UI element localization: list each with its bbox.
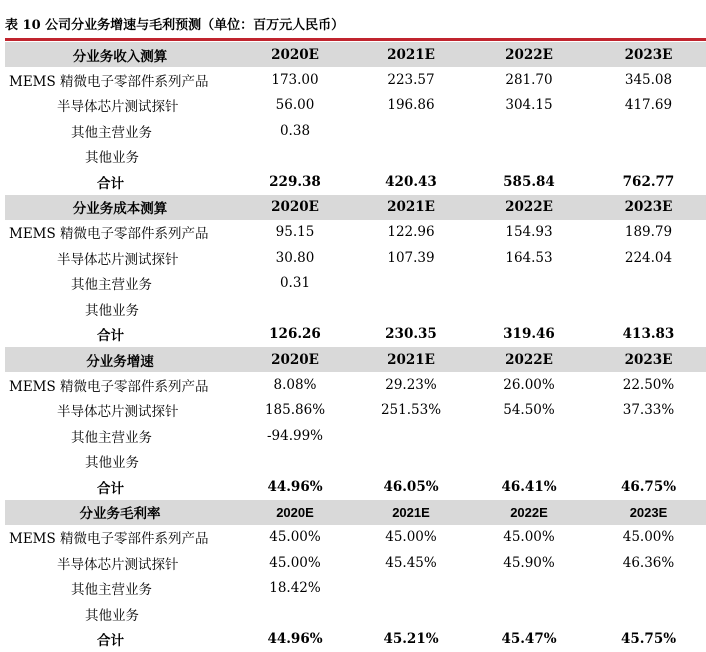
value-cell: 319.46 [467, 322, 591, 348]
value-cell: 46.36% [591, 550, 706, 576]
value-cell: 762.77 [591, 169, 706, 195]
value-cell: 45.45% [355, 550, 467, 576]
row-label: 其他主营业务 [5, 423, 235, 449]
value-cell: 122.96 [355, 220, 467, 246]
value-cell: 164.53 [467, 245, 591, 271]
value-cell [467, 271, 591, 297]
year-header: 2022E [467, 500, 591, 525]
value-cell [235, 144, 355, 170]
value-cell: 44.96% [235, 474, 355, 500]
row-label: 半导体芯片测试探针 [5, 398, 235, 424]
row-label: 合计 [5, 474, 235, 500]
year-header: 2023E [591, 195, 706, 220]
value-cell [355, 118, 467, 144]
year-header: 2021E [355, 42, 467, 67]
row-label: 合计 [5, 322, 235, 348]
year-header: 2023E [591, 500, 706, 525]
value-cell: 22.50% [591, 372, 706, 398]
table-row [5, 220, 706, 246]
table-row [5, 449, 706, 475]
value-cell: 37.33% [591, 398, 706, 424]
value-cell [591, 423, 706, 449]
section-header-row [5, 347, 706, 372]
row-label: 合计 [5, 627, 235, 652]
value-cell [355, 271, 467, 297]
value-cell: 45.47% [467, 627, 591, 652]
row-label: 半导体芯片测试探针 [5, 550, 235, 576]
value-cell: 345.08 [591, 67, 706, 93]
table-row [5, 601, 706, 627]
year-header: 2022E [467, 195, 591, 220]
value-cell: 189.79 [591, 220, 706, 246]
table-row [5, 93, 706, 119]
row-label: MEMS 精微电子零部件系列产品 [5, 220, 235, 246]
value-cell: 46.05% [355, 474, 467, 500]
value-cell: 281.70 [467, 67, 591, 93]
year-header: 2021E [355, 195, 467, 220]
value-cell: 46.41% [467, 474, 591, 500]
value-cell [235, 449, 355, 475]
row-label: MEMS 精微电子零部件系列产品 [5, 67, 235, 93]
value-cell: 45.21% [355, 627, 467, 652]
value-cell: 45.75% [591, 627, 706, 652]
table-row [5, 372, 706, 398]
value-cell: 585.84 [467, 169, 591, 195]
table-row [5, 67, 706, 93]
value-cell [467, 144, 591, 170]
row-label: 其他业务 [5, 449, 235, 475]
year-header: 2020E [235, 347, 355, 372]
value-cell: 30.80 [235, 245, 355, 271]
total-row [5, 627, 706, 652]
section-header-label: 分业务增速 [5, 347, 235, 372]
value-cell: 45.00% [235, 550, 355, 576]
value-cell: 173.00 [235, 67, 355, 93]
value-cell [355, 144, 467, 170]
value-cell: 18.42% [235, 576, 355, 602]
forecast-table [5, 42, 706, 652]
row-label: 其他主营业务 [5, 271, 235, 297]
value-cell: 0.38 [235, 118, 355, 144]
value-cell: 45.00% [467, 525, 591, 551]
table-title: 表 10 公司分业务增速与毛利预测（单位：百万元人民币） [5, 14, 344, 33]
row-label: 其他业务 [5, 296, 235, 322]
value-cell [467, 601, 591, 627]
year-header: 2020E [235, 195, 355, 220]
table-row [5, 271, 706, 297]
year-header: 2022E [467, 347, 591, 372]
year-header: 2020E [235, 42, 355, 67]
value-cell: 56.00 [235, 93, 355, 119]
value-cell [591, 601, 706, 627]
table-row [5, 245, 706, 271]
value-cell: 154.93 [467, 220, 591, 246]
forecast-table-body [5, 42, 706, 652]
section-header-row [5, 195, 706, 220]
value-cell [591, 576, 706, 602]
row-label: 半导体芯片测试探针 [5, 93, 235, 119]
section-header-row [5, 500, 706, 525]
year-header: 2021E [355, 347, 467, 372]
table-row [5, 576, 706, 602]
value-cell: 185.86% [235, 398, 355, 424]
table-row [5, 398, 706, 424]
value-cell [355, 296, 467, 322]
section-header-row [5, 42, 706, 67]
value-cell: 224.04 [591, 245, 706, 271]
row-label: 半导体芯片测试探针 [5, 245, 235, 271]
value-cell: 196.86 [355, 93, 467, 119]
value-cell: 251.53% [355, 398, 467, 424]
value-cell: 0.31 [235, 271, 355, 297]
value-cell [591, 449, 706, 475]
value-cell: 107.39 [355, 245, 467, 271]
value-cell: -94.99% [235, 423, 355, 449]
value-cell: 420.43 [355, 169, 467, 195]
value-cell [591, 296, 706, 322]
section-header-label: 分业务收入测算 [5, 42, 235, 67]
row-label: MEMS 精微电子零部件系列产品 [5, 525, 235, 551]
year-header: 2022E [467, 42, 591, 67]
total-row [5, 474, 706, 500]
value-cell: 304.15 [467, 93, 591, 119]
total-row [5, 322, 706, 348]
value-cell: 45.90% [467, 550, 591, 576]
title-rule [5, 38, 706, 41]
table-row [5, 296, 706, 322]
row-label: 其他主营业务 [5, 118, 235, 144]
value-cell: 126.26 [235, 322, 355, 348]
value-cell [591, 144, 706, 170]
table-row [5, 144, 706, 170]
table-row [5, 423, 706, 449]
value-cell [467, 423, 591, 449]
value-cell [355, 601, 467, 627]
value-cell: 45.00% [235, 525, 355, 551]
value-cell: 8.08% [235, 372, 355, 398]
section-header-label: 分业务毛利率 [5, 500, 235, 525]
table-row [5, 525, 706, 551]
value-cell: 417.69 [591, 93, 706, 119]
section-header-label: 分业务成本测算 [5, 195, 235, 220]
value-cell [467, 576, 591, 602]
value-cell [235, 601, 355, 627]
value-cell [235, 296, 355, 322]
value-cell [467, 296, 591, 322]
value-cell: 45.00% [355, 525, 467, 551]
value-cell [467, 118, 591, 144]
value-cell: 413.83 [591, 322, 706, 348]
row-label: 合计 [5, 169, 235, 195]
value-cell [355, 449, 467, 475]
table-row [5, 550, 706, 576]
row-label: MEMS 精微电子零部件系列产品 [5, 372, 235, 398]
value-cell: 26.00% [467, 372, 591, 398]
value-cell: 230.35 [355, 322, 467, 348]
value-cell: 223.57 [355, 67, 467, 93]
year-header: 2023E [591, 42, 706, 67]
value-cell [355, 576, 467, 602]
value-cell: 46.75% [591, 474, 706, 500]
value-cell [591, 118, 706, 144]
value-cell: 29.23% [355, 372, 467, 398]
value-cell: 229.38 [235, 169, 355, 195]
row-label: 其他业务 [5, 144, 235, 170]
value-cell: 44.96% [235, 627, 355, 652]
year-header: 2021E [355, 500, 467, 525]
row-label: 其他主营业务 [5, 576, 235, 602]
table-row [5, 118, 706, 144]
value-cell: 54.50% [467, 398, 591, 424]
value-cell: 45.00% [591, 525, 706, 551]
value-cell: 95.15 [235, 220, 355, 246]
year-header: 2023E [591, 347, 706, 372]
value-cell [355, 423, 467, 449]
total-row [5, 169, 706, 195]
row-label: 其他业务 [5, 601, 235, 627]
value-cell [467, 449, 591, 475]
value-cell [591, 271, 706, 297]
year-header: 2020E [235, 500, 355, 525]
